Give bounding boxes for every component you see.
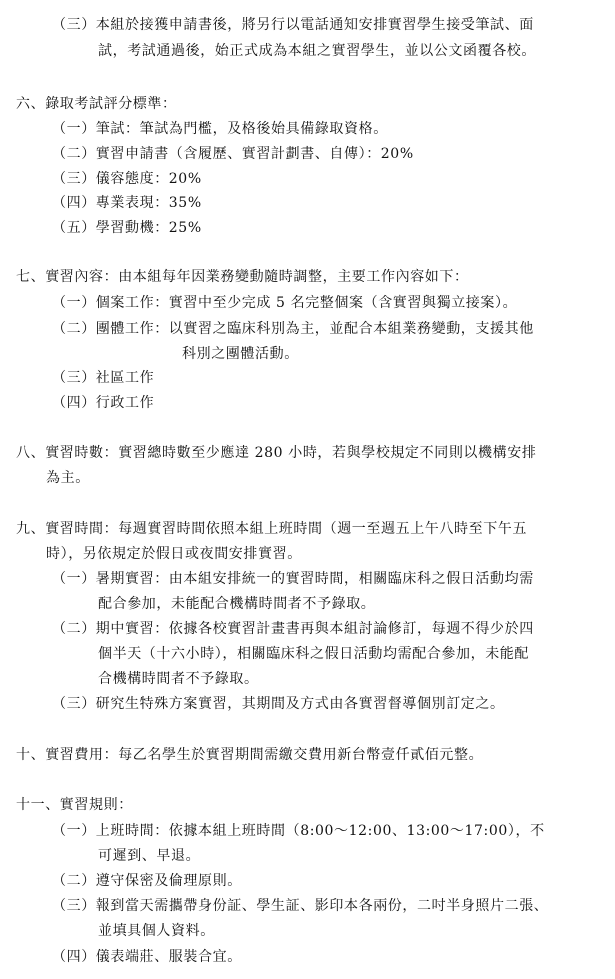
text-line: （四）專業表現：35% — [52, 195, 202, 211]
text-line: （四）行政工作 — [52, 395, 155, 411]
text-line: （二）團體工作：以實習之臨床科別為主，並配合本組業務變動，支援其他 — [52, 321, 534, 337]
section-heading: 十一、實習規則： — [16, 797, 133, 813]
section-heading: 六、錄取考試評分標準： — [16, 96, 177, 112]
text-line: （五）學習動機：25% — [52, 220, 202, 236]
text-line: （三）報到當天需攜帶身份証、學生証、影印本各兩份，二吋半身照片二張、 — [52, 898, 549, 914]
text-line: （一）上班時間：依據本組上班時間（8:00～12:00、13:00～17:00），不 — [52, 823, 545, 839]
text-line: （三）儀容態度：20% — [52, 171, 202, 187]
section-heading: 七、實習內容：由本組每年因業務變動隨時調整，主要工作內容如下： — [16, 269, 469, 285]
text-line: 配合參加，未能配合機構時間者不予錄取。 — [98, 596, 376, 612]
text-line: 時），另依規定於假日或夜間安排實習。 — [46, 546, 302, 562]
text-line: 個半天（十六小時），相關臨床科之假日活動均需配合參加，未能配 — [98, 646, 529, 662]
text-line: （三）社區工作 — [52, 370, 155, 386]
text-line: （一）暑期實習：由本組安排統一的實習時間，相關臨床科之假日活動均需 — [52, 571, 534, 587]
text-line: （三）研究生特殊方案實習，其期間及方式由各實習督導個別訂定之。 — [52, 696, 505, 712]
text-line: （三）本組於接獲申請書後，將另行以電話通知安排實習學生接受筆試、面 — [52, 17, 534, 33]
section-heading: 八、實習時數：實習總時數至少應達 280 小時，若與學校規定不同則以機構安排 — [16, 445, 537, 461]
text-line: 科別之團體活動。 — [182, 346, 299, 362]
text-line: （二）實習申請書（含履歷、實習計劃書、自傳）：20% — [52, 146, 414, 162]
text-line: 可遲到、早退。 — [98, 848, 201, 864]
text-line: 並填具個人資料。 — [98, 923, 215, 939]
text-line: （四）儀表端莊、服裝合宜。 — [52, 949, 242, 965]
text-line: （二）期中實習：依據各校實習計畫書再與本組討論修訂，每週不得少於四 — [52, 621, 534, 637]
section-heading: 九、實習時間：每週實習時間依照本組上班時間（週一至週五上午八時至下午五 — [16, 521, 527, 537]
section-heading: 十、實習費用：每乙名學生於實習期間需繳交費用新台幣壹仟貳佰元整。 — [16, 747, 484, 763]
text-line: 試，考試通過後，始正式成為本組之實習學生，並以公文函覆各校。 — [98, 43, 536, 59]
text-line: （二）遵守保密及倫理原則。 — [52, 873, 242, 889]
text-line: （一）筆試：筆試為門檻，及格後始具備錄取資格。 — [52, 121, 388, 137]
text-line: 為主。 — [46, 470, 90, 486]
text-line: （一）個案工作：實習中至少完成 5 名完整個案（含實習與獨立接案）。 — [52, 295, 518, 311]
text-line: 合機構時間者不予錄取。 — [98, 671, 259, 687]
